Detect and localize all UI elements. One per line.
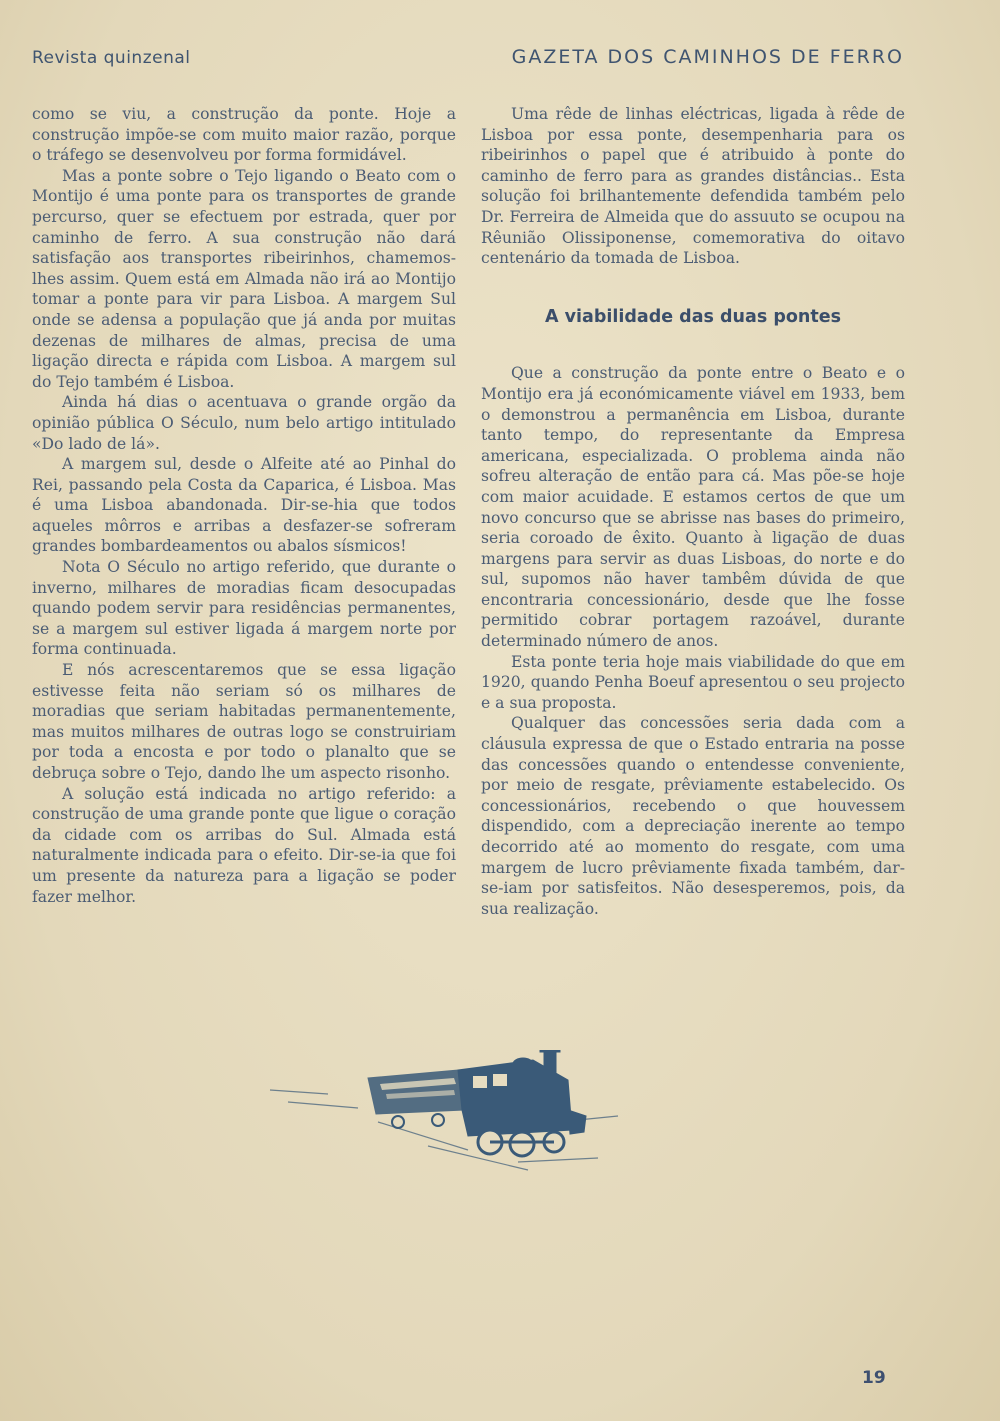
paragraph: Qualquer das concessões seria dada com a cláusula expressa de que o Estado entraria na posse das concessões quando o entendesse conveniente, por meio de resgate, prêviamente estabelecido. Os concessionários, recebendo o que houvessem dispendido, com a depreciação inerente ao tempo decorrido até ao momento do resgate, com uma margem de lucro prêviamente fixada também, dar-se-iam por satisfeitos. Não desesperemos, pois, da sua realização. bbox=[481, 714, 905, 918]
header-publication-frequency: Revista quinzenal bbox=[32, 48, 191, 68]
paragraph: Ainda há dias o acentuava o grande orgão da opinião pública O Século, num belo artigo intitulado «Do lado de lá». bbox=[32, 393, 456, 453]
page-number: 19 bbox=[862, 1368, 886, 1388]
header-magazine-title: GAZETA DOS CAMINHOS DE FERRO bbox=[511, 46, 904, 68]
left-column bbox=[32, 104, 456, 907]
section-title: A viabilidade das duas pontes bbox=[544, 306, 841, 327]
steam-train-icon bbox=[268, 1050, 628, 1180]
paragraph: Nota O Século no artigo referido, que durante o inverno, milhares de moradias ficam desocupadas quando podem servir para residências permanentes, se a margem sul estiver ligada á margem norte por forma continuada. bbox=[32, 558, 456, 659]
paragraph: Que a construção da ponte entre o Beato e o Montijo era já económicamente viável em 1933, bem o demonstrou a permanência em Lisboa, durante tanto tempo, do representante da Empresa americana, especializada. O problema ainda não sofreu alteração de então para cá. Mas põe-se hoje com maior acuidade. E estamos certos de que um novo concurso que se abrisse nas bases do primeiro, seria coroado de êxito. Quanto à ligação de duas margens para servir as duas Lisboas, do norte e do sul, supomos não haver tambêm dúvida de que encontraria concessionário, desde que lhe fosse permitido cobrar portagem razoável, durante determinado número de anos. bbox=[481, 364, 905, 651]
paragraph: A margem sul, desde o Alfeite até ao Pinhal do Rei, passando pela Costa da Caparica, é Lisboa. Mas é uma Lisboa abandonada. Dir-se-hia que todos aqueles môrros e arribas a desfazer-se sofreram grandes bombardeamentos ou abalos sísmicos! bbox=[32, 455, 456, 556]
paragraph: Esta ponte teria hoje mais viabilidade do que em 1920, quando Penha Boeuf apresentou o seu projecto e a sua proposta. bbox=[481, 652, 905, 712]
paragraph: Uma rêde de linhas eléctricas, ligada à rêde de Lisboa por essa ponte, desempenharia para os ribeirinhos o papel que é atribuido à ponte do caminho de ferro para as grandes distâncias.. Esta solução foi brilhantemente defendida também pelo Dr. Ferreira de Almeida que do assuuto se ocupou na Rêunião Olissiponense, comemorativa do oitavo centenário da tomada de Lisboa. bbox=[481, 105, 905, 268]
paragraph: como se viu, a construção da ponte. Hoje a construção impõe-se com muito maior razão, porque o tráfego se desenvolveu por forma formidável. bbox=[32, 105, 456, 165]
right-column bbox=[481, 104, 905, 919]
paragraph: A solução está indicada no artigo referido: a construção de uma grande ponte que ligue o coração da cidade com os arribas do Sul. Almada está naturalmente indicada para o efeito. Dir-se-ia que foi um presente da natureza para a ligação se poder fazer melhor. bbox=[32, 784, 456, 906]
paragraph: Mas a ponte sobre o Tejo ligando o Beato com o Montijo é uma ponte para os transportes de grande percurso, quer se efectuem por estrada, quer por caminho de ferro. A sua construção não dará satisfação aos transportes ribeirinhos, chamemos-lhes assim. Quem está em Almada não irá ao Montijo tomar a ponte para vir para Lisboa. A margem Sul onde se adensa a população que já anda por muitas dezenas de milhares de almas, precisa de uma ligação directa e rápida com Lisboa. A margem sul do Tejo também é Lisboa. bbox=[32, 166, 456, 391]
paragraph: E nós acrescentaremos que se essa ligação estivesse feita não seriam só os milhares de moradias que seriam habitadas permanentemente, mas muitos milhares de outras logo se construiriam por toda a encosta e por todo o planalto que se debruça sobre o Tejo, dando lhe um aspecto risonho. bbox=[32, 661, 456, 782]
